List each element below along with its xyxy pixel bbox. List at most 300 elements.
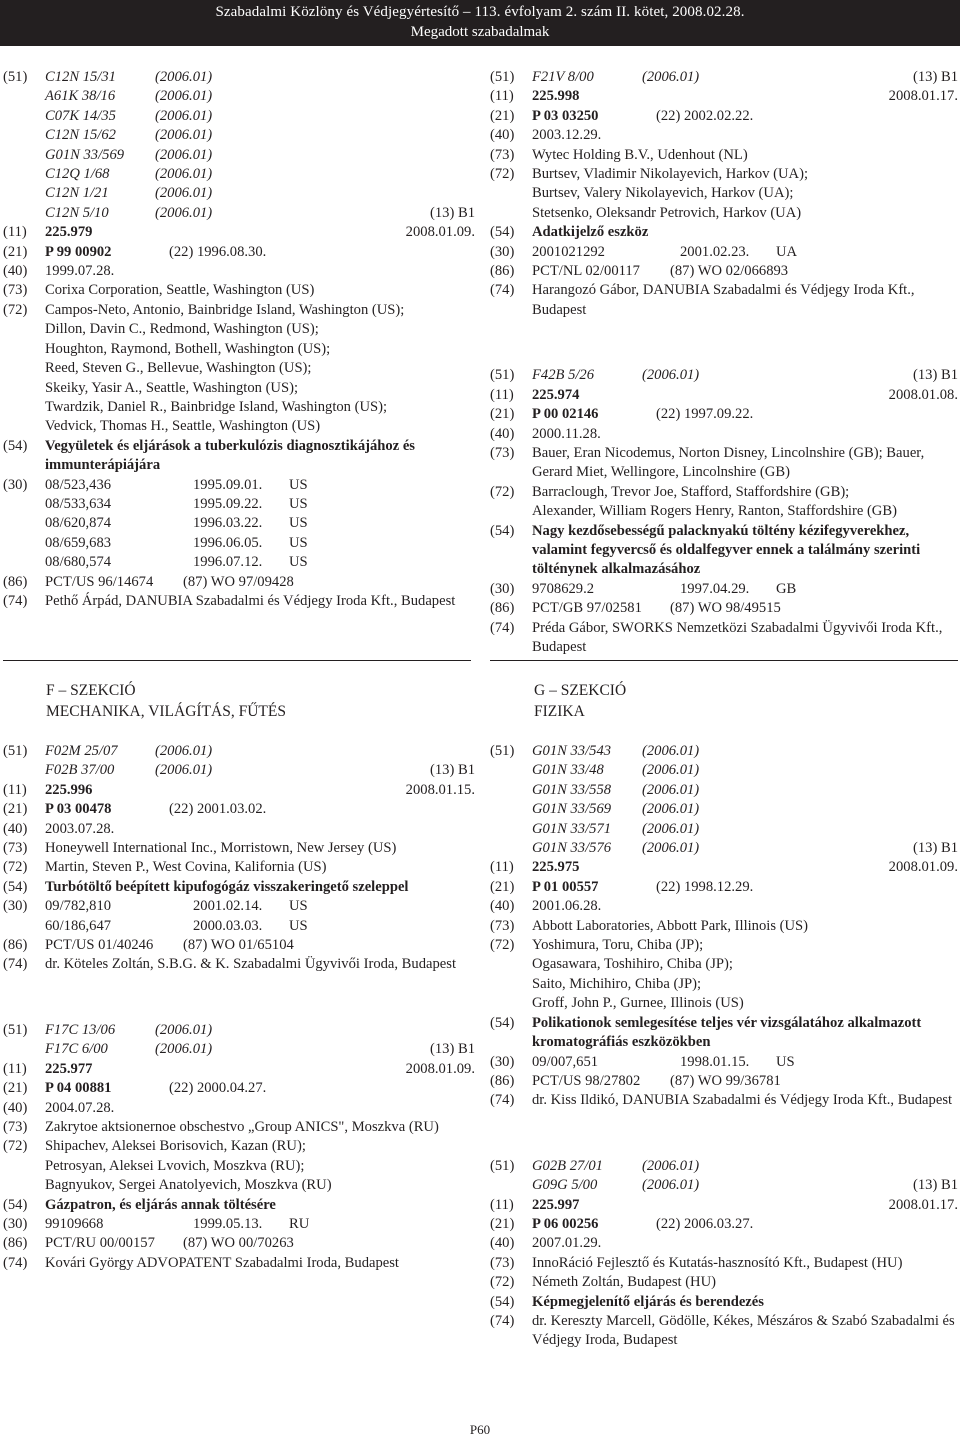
- ipc-class: A61K 38/16: [45, 88, 116, 105]
- field-code: (30): [490, 1053, 515, 1070]
- inventor: Campos-Neto, Antonio, Bainbridge Island, Washington (US);: [45, 301, 405, 318]
- application-line-row: [490, 878, 958, 897]
- inventors-line: [45, 301, 475, 437]
- priority: [45, 476, 475, 495]
- patent-number-line: [532, 1196, 958, 1215]
- patent-holder: Corixa Corporation, Seattle, Washington (US): [45, 282, 315, 299]
- publication-date-line: [45, 1099, 475, 1118]
- patent-holder: InnoRáció Fejlesztő és Kutatás-hasznosító Kft., Budapest (HU): [532, 1254, 903, 1271]
- holder-line: [45, 281, 475, 300]
- ipc-classes: [532, 68, 958, 87]
- title-line: [532, 522, 958, 580]
- ipc-class: C12Q 1/68: [45, 166, 110, 183]
- field-code: (74): [3, 592, 28, 609]
- pct-flex: [532, 1072, 958, 1091]
- pct-flex: [45, 936, 475, 955]
- pct-line-row: [490, 1072, 958, 1091]
- priority-country: US: [289, 515, 308, 532]
- application-line: [532, 107, 958, 126]
- inventor: Burtsev, Vladimir Nikolayevich, Harkov (UA);: [532, 166, 809, 183]
- patent-entry: [490, 1157, 958, 1351]
- field-code: (40): [3, 820, 28, 837]
- left-column-bottom: [3, 742, 475, 1319]
- priority-date: 1995.09.01.: [193, 476, 263, 493]
- priority-country: US: [289, 917, 308, 934]
- ipc-version: (2006.01): [642, 367, 700, 384]
- application-number: P 04 00881: [45, 1080, 112, 1097]
- application-flex: [532, 405, 958, 424]
- wo-number: (87) WO 00/70263: [183, 1235, 294, 1252]
- holder-line: [532, 917, 958, 936]
- priority: [45, 514, 475, 533]
- publication-date: 2003.07.28.: [45, 820, 115, 837]
- ipc-classes: [45, 742, 475, 781]
- inventor: Vedvick, Thomas H., Seattle, Washington (US): [45, 418, 321, 435]
- field-code: (73): [3, 840, 28, 857]
- ipc-version: (2006.01): [155, 1041, 213, 1058]
- grant-date: 2008.01.09.: [405, 1060, 475, 1077]
- field-code: (21): [490, 107, 515, 124]
- priority: [532, 243, 958, 262]
- field-code: (54): [3, 878, 28, 895]
- filing-date: (22) 2002.02.22.: [656, 107, 754, 124]
- title-line: [532, 1293, 958, 1312]
- patent-entry: [3, 68, 475, 611]
- patent-agent: Harangozó Gábor, DANUBIA Szabadalmi és Védjegy Iroda Kft., Budapest: [532, 282, 915, 318]
- title-line-row: [3, 878, 475, 897]
- priority-line-row: [3, 1215, 475, 1234]
- patent-number: 225.998: [532, 88, 580, 105]
- ipc-line: [45, 165, 475, 184]
- grant-date: 2008.01.15.: [405, 781, 475, 798]
- ipc-line: [45, 87, 475, 106]
- field-code: (30): [490, 243, 515, 260]
- section-f-heading: [46, 680, 286, 722]
- title-line-row: [490, 1293, 958, 1312]
- patent-number-flex: [45, 223, 475, 242]
- patent-number-line: [45, 1060, 475, 1079]
- wo-number: (87) WO 97/09428: [183, 573, 294, 590]
- publication-date-line: [532, 425, 958, 444]
- priority-number: 9708629.2: [532, 580, 595, 597]
- publication-date-line: [45, 262, 475, 281]
- ipc-class: G01N 33/48: [532, 762, 604, 779]
- field-code: (51): [490, 69, 515, 85]
- page-header: [0, 0, 960, 46]
- ipc-class: C07K 14/35: [45, 107, 116, 124]
- grant-date: 2008.01.09.: [405, 224, 475, 241]
- priority-number: 08/659,683: [45, 534, 112, 551]
- ipc-version: (2006.01): [642, 840, 700, 857]
- priority-line-row: [3, 476, 475, 573]
- inventor: Shipachev, Aleksei Borisovich, Kazan (RU);: [45, 1138, 306, 1155]
- application-line: [532, 878, 958, 897]
- patent-number: 225.977: [45, 1060, 93, 1077]
- inventors-line-row: [490, 936, 958, 1014]
- priority-date: 1995.09.22.: [193, 495, 263, 512]
- application-line-row: [490, 107, 958, 126]
- inventors-line: [532, 165, 958, 223]
- field-code: (73): [3, 1118, 28, 1135]
- application-number: P 99 00902: [45, 243, 112, 260]
- holder-line-row: [3, 281, 475, 300]
- filing-date: (22) 2000.04.27.: [169, 1080, 267, 1097]
- agent-line: [45, 592, 475, 611]
- left-column-top: [3, 68, 475, 657]
- ipc-classes: [532, 366, 958, 385]
- publication-date-line-row: [3, 262, 475, 281]
- priority-date: 2001.02.14.: [193, 898, 263, 915]
- inventor: Dillon, Davin C., Redmond, Washington (US);: [45, 321, 319, 338]
- priority-line-row: [3, 897, 475, 936]
- grant-date: 2008.01.17.: [888, 88, 958, 105]
- ipc-line: [532, 366, 958, 385]
- ipc-class: G02B 27/01: [532, 1157, 603, 1174]
- priority-country: US: [289, 898, 308, 915]
- agent-line-row: [490, 1312, 958, 1351]
- ipc-version: (2006.01): [642, 801, 700, 818]
- patent-number-line-row: [490, 858, 958, 877]
- application-flex: [532, 107, 958, 126]
- field-code: (73): [490, 444, 515, 461]
- publication-date-line-row: [490, 425, 958, 444]
- inventors-line: [45, 1137, 475, 1195]
- field-code: (54): [490, 522, 515, 539]
- priority-date: 1998.01.15.: [680, 1053, 750, 1070]
- kind-code: (13) B1: [913, 69, 958, 85]
- inventor: Alexander, William Rogers Henry, Ranton, Staffordshire (GB): [532, 503, 897, 520]
- field-code: (86): [490, 263, 515, 280]
- priority-country: US: [289, 495, 308, 512]
- ipc-line: [45, 126, 475, 145]
- ipc-line: [532, 68, 958, 87]
- inventor: Skeiky, Yasir A., Seattle, Washington (US);: [45, 379, 299, 396]
- invention-title: Képmegjelenítő eljárás és berendezés: [532, 1293, 764, 1310]
- patent-holder: Wytec Holding B.V., Udenhout (NL): [532, 146, 748, 163]
- pct-line-row: [3, 1234, 475, 1253]
- holder-line: [532, 146, 958, 165]
- field-code: (72): [3, 301, 28, 318]
- application-line: [532, 405, 958, 424]
- application-line: [45, 243, 475, 262]
- field-code: (51): [490, 743, 515, 759]
- patent-number-line-row: [3, 223, 475, 242]
- page-number: P60: [469, 1422, 491, 1437]
- application-line-row: [3, 800, 475, 819]
- priority-number: 08/523,436: [45, 476, 112, 493]
- patent-agent: dr. Kereszty Marcell, Gödölle, Kékes, Mészáros & Szabó Szabadalmi és Védjegy Iroda, Budapest: [532, 1312, 955, 1349]
- agent-line: [45, 955, 475, 974]
- inventors-line: [532, 483, 958, 522]
- title-line: [532, 1014, 958, 1053]
- pct-flex: [45, 573, 475, 592]
- kind-code: (13) B1: [913, 1177, 958, 1194]
- priority: [45, 534, 475, 553]
- ipc-class: F17C 13/06: [45, 1021, 116, 1038]
- patent-agent: Préda Gábor, SWORKS Nemzetközi Szabadalmi Ügyvivői Iroda Kft., Budapest: [532, 619, 943, 655]
- patent-number-line-row: [490, 87, 958, 106]
- priority-line: [532, 1053, 958, 1072]
- field-code: (51): [490, 367, 515, 384]
- field-code: (86): [3, 573, 28, 590]
- patent-number-flex: [532, 87, 958, 106]
- priority: [45, 917, 475, 936]
- ipc-class: G01N 33/569: [45, 146, 125, 163]
- publication-date: 2003.12.29.: [532, 127, 602, 144]
- priority-date: 1996.03.22.: [193, 515, 263, 532]
- priority: [532, 580, 958, 599]
- publication-date-line-row: [490, 1234, 958, 1253]
- grant-date: 2008.01.08.: [888, 386, 958, 403]
- invention-title: Nagy kezdősebességű palacknyakú töltény kézifegyverekhez, valamint fegyvercső és oldalfegyver ennek a találmány szerinti tölténynek alkalmazásához: [532, 522, 921, 578]
- ipc-class: F42B 5/26: [532, 367, 595, 384]
- patent-holder: Honeywell International Inc., Morristown, New Jersey (US): [45, 840, 397, 857]
- ipc-version: (2006.01): [642, 762, 700, 779]
- patent-holder: Zakrytoe aktsionernoe obschestvo „Group ANICS", Moszkva (RU): [45, 1118, 439, 1135]
- publication-date-line: [532, 897, 958, 916]
- application-line: [45, 1079, 475, 1098]
- agent-line-row: [3, 1254, 475, 1273]
- field-code: (54): [490, 1293, 515, 1310]
- holder-line: [45, 1118, 475, 1137]
- ipc-line: [532, 839, 958, 858]
- ipc-version: (2006.01): [155, 127, 213, 144]
- patent-number-flex: [532, 386, 958, 405]
- agent-line-row: [3, 955, 475, 974]
- field-code: (11): [3, 224, 27, 241]
- patent-number-flex: [532, 1196, 958, 1215]
- application-number: P 03 03250: [532, 107, 599, 124]
- field-code: (54): [3, 1196, 28, 1213]
- pct-flex: [532, 262, 958, 281]
- patent-agent: dr. Köteles Zoltán, S.B.G. & K. Szabadalmi Ügyvivői Iroda, Budapest: [45, 956, 456, 973]
- pct-number: PCT/NL 02/00117: [532, 263, 640, 280]
- publication-date: 2001.06.28.: [532, 898, 602, 915]
- ipc-class: G01N 33/571: [532, 820, 612, 837]
- priority-country: US: [776, 1053, 795, 1070]
- priority-line-row: [490, 1053, 958, 1072]
- ipc-classes-row: [3, 68, 475, 223]
- inventors-line-row: [3, 858, 475, 877]
- field-code: (51): [3, 743, 28, 759]
- priority-number: 08/533,634: [45, 495, 112, 512]
- inventor: Stetsenko, Oleksandr Petrovich, Harkov (UA): [532, 204, 802, 221]
- application-line-row: [490, 405, 958, 424]
- application-number: P 06 00256: [532, 1215, 599, 1232]
- publication-date: 2007.01.29.: [532, 1235, 602, 1252]
- holder-line-row: [490, 1254, 958, 1273]
- ipc-line: [532, 1176, 958, 1195]
- ipc-classes-row: [3, 742, 475, 781]
- title-line-row: [3, 1196, 475, 1215]
- field-code: (40): [3, 1099, 28, 1116]
- kind-code: (13) B1: [430, 1041, 475, 1058]
- field-code: (21): [490, 878, 515, 895]
- patent-number-flex: [45, 781, 475, 800]
- pct-line-row: [490, 599, 958, 618]
- ipc-line: [45, 68, 475, 87]
- ipc-class: F17C 6/00: [45, 1041, 108, 1058]
- field-code: (74): [490, 1092, 515, 1109]
- kind-code: (13) B1: [913, 367, 958, 384]
- patent-number-flex: [532, 858, 958, 877]
- ipc-version: (2006.01): [642, 1177, 700, 1194]
- patent-number: 225.996: [45, 781, 93, 798]
- inventor: Burtsev, Valery Nikolayevich, Harkov (UA);: [532, 185, 794, 202]
- publication-date-line-row: [3, 1099, 475, 1118]
- field-code: (40): [3, 263, 28, 280]
- field-code: (40): [490, 425, 515, 442]
- ipc-classes-row: [490, 1157, 958, 1196]
- filing-date: (22) 1996.08.30.: [169, 243, 267, 260]
- section-g-heading: [534, 680, 626, 722]
- pct-flex: [45, 1234, 475, 1253]
- field-code: (72): [3, 1138, 28, 1155]
- patent-holder: Bauer, Eran Nicodemus, Norton Disney, Lincolnshire (GB); Bauer, Gerard Miet, Wellingore, Lincolnshire (GB): [532, 444, 925, 481]
- ipc-classes-row: [3, 1021, 475, 1060]
- patent-number-line-row: [490, 386, 958, 405]
- application-flex: [532, 1215, 958, 1234]
- application-number: P 00 02146: [532, 406, 599, 423]
- priority-date: 1997.04.29.: [680, 580, 750, 597]
- kind-code: (13) B1: [430, 204, 475, 221]
- ipc-version: (2006.01): [642, 743, 700, 759]
- ipc-class: F21V 8/00: [532, 69, 594, 85]
- field-code: (73): [490, 917, 515, 934]
- agent-line-row: [3, 592, 475, 611]
- priority-country: US: [289, 534, 308, 551]
- inventor: Petrosyan, Aleksei Lvovich, Moszkva (RU);: [45, 1157, 305, 1174]
- right-column-bottom: [490, 742, 958, 1397]
- journal-subtitle: Megadott szabadalmak: [410, 24, 550, 40]
- agent-line: [532, 619, 958, 658]
- field-code: (11): [3, 1060, 27, 1077]
- priority-date: 1996.07.12.: [193, 554, 263, 571]
- title-line-row: [3, 437, 475, 476]
- ipc-line: [45, 184, 475, 203]
- priority: [45, 1215, 475, 1234]
- application-flex: [45, 1079, 475, 1098]
- title-line: [45, 878, 475, 897]
- inventors-line-row: [3, 1137, 475, 1195]
- grant-date: 2008.01.09.: [888, 859, 958, 876]
- filing-date: (22) 2001.03.02.: [169, 801, 267, 818]
- patent-entry: [490, 742, 958, 1111]
- patent-number-line: [532, 386, 958, 405]
- invention-title: Vegyületek és eljárások a tuberkulózis diagnosztikájához és immunterápiájára: [45, 437, 415, 474]
- holder-line-row: [490, 444, 958, 483]
- patent-entry: [490, 68, 958, 320]
- invention-title: Gázpatron, és eljárás annak töltésére: [45, 1196, 276, 1213]
- patent-number-line-row: [3, 781, 475, 800]
- kind-code: (13) B1: [430, 762, 475, 779]
- pct-line-row: [3, 936, 475, 955]
- field-code: (51): [490, 1157, 515, 1174]
- ipc-classes: [45, 1021, 475, 1060]
- priority-line: [45, 476, 475, 573]
- ipc-class: C12N 15/62: [45, 127, 116, 144]
- holder-line-row: [490, 917, 958, 936]
- invention-title: Polikationok semlegesítése teljes vér vizsgálatához alkalmazott kromatográfiás eszközökben: [532, 1014, 922, 1051]
- agent-line-row: [490, 281, 958, 320]
- holder-line-row: [490, 146, 958, 165]
- priority-number: 60/186,647: [45, 917, 112, 934]
- patent-number-line: [45, 781, 475, 800]
- publication-date-line-row: [490, 126, 958, 145]
- holder-line: [532, 444, 958, 483]
- ipc-classes: [532, 742, 958, 858]
- publication-date-line-row: [3, 820, 475, 839]
- ipc-version: (2006.01): [155, 743, 213, 759]
- ipc-line: [532, 742, 958, 761]
- field-code: (72): [490, 166, 515, 183]
- patent-holder: Abbott Laboratories, Abbott Park, Illinois (US): [532, 917, 809, 934]
- ipc-version: (2006.01): [155, 88, 213, 105]
- ipc-class: F02M 25/07: [45, 743, 118, 759]
- publication-date-line: [532, 126, 958, 145]
- patent-number: 225.997: [532, 1196, 580, 1213]
- patent-number-line: [532, 87, 958, 106]
- ipc-class: G01N 33/558: [532, 781, 612, 798]
- ipc-line: [45, 1040, 475, 1059]
- application-flex: [532, 878, 958, 897]
- agent-line: [532, 281, 958, 320]
- inventor: Reed, Steven G., Bellevue, Washington (US);: [45, 360, 312, 377]
- ipc-class: C12N 15/31: [45, 69, 116, 85]
- pct-line: [532, 1072, 958, 1091]
- inventors-line-row: [490, 483, 958, 522]
- pct-number: PCT/US 98/27802: [532, 1072, 641, 1089]
- ipc-classes-row: [490, 742, 958, 858]
- pct-flex: [532, 599, 958, 618]
- priority-date: 2000.03.03.: [193, 917, 263, 934]
- patent-agent: Pethő Árpád, DANUBIA Szabadalmi és Védjegy Iroda Kft., Budapest: [45, 592, 456, 609]
- ipc-line: [532, 761, 958, 780]
- ipc-classes-row: [490, 366, 958, 385]
- title-line: [532, 223, 958, 242]
- application-flex: [45, 243, 475, 262]
- ipc-class: G09G 5/00: [532, 1177, 598, 1194]
- title-line: [45, 437, 475, 476]
- pct-line: [45, 573, 475, 592]
- field-code: (86): [3, 937, 28, 954]
- field-code: (11): [490, 859, 514, 876]
- inventor: Ogasawara, Toshihiro, Chiba (JP);: [532, 956, 733, 973]
- holder-line-row: [3, 839, 475, 858]
- filing-date: (22) 2006.03.27.: [656, 1215, 754, 1232]
- priority-line-row: [490, 580, 958, 599]
- field-code: (21): [3, 1080, 28, 1097]
- section-g-subtitle: FIZIKA: [534, 703, 585, 720]
- inventor: Bagnyukov, Sergei Anatolyevich, Moszkva (RU): [45, 1177, 332, 1194]
- field-code: (30): [490, 580, 515, 597]
- ipc-line: [45, 1021, 475, 1040]
- field-code: (21): [490, 1215, 515, 1232]
- ipc-version: (2006.01): [642, 820, 700, 837]
- publication-date-line-row: [490, 897, 958, 916]
- inventor: Martin, Steven P., West Covina, Kalifornia (US): [45, 859, 327, 876]
- field-code: (86): [3, 1235, 28, 1252]
- pct-line: [45, 936, 475, 955]
- inventor: Twardzik, Daniel R., Bainbridge Island, Washington (US);: [45, 398, 388, 415]
- field-code: (21): [3, 801, 28, 818]
- invention-title: Turbótöltő beépített kipufogógáz visszakeringető szeleppel: [45, 878, 409, 895]
- field-code: (72): [490, 483, 515, 500]
- field-code: (54): [3, 437, 28, 454]
- priority-line: [45, 897, 475, 936]
- priority: [45, 897, 475, 916]
- field-code: (40): [490, 127, 515, 144]
